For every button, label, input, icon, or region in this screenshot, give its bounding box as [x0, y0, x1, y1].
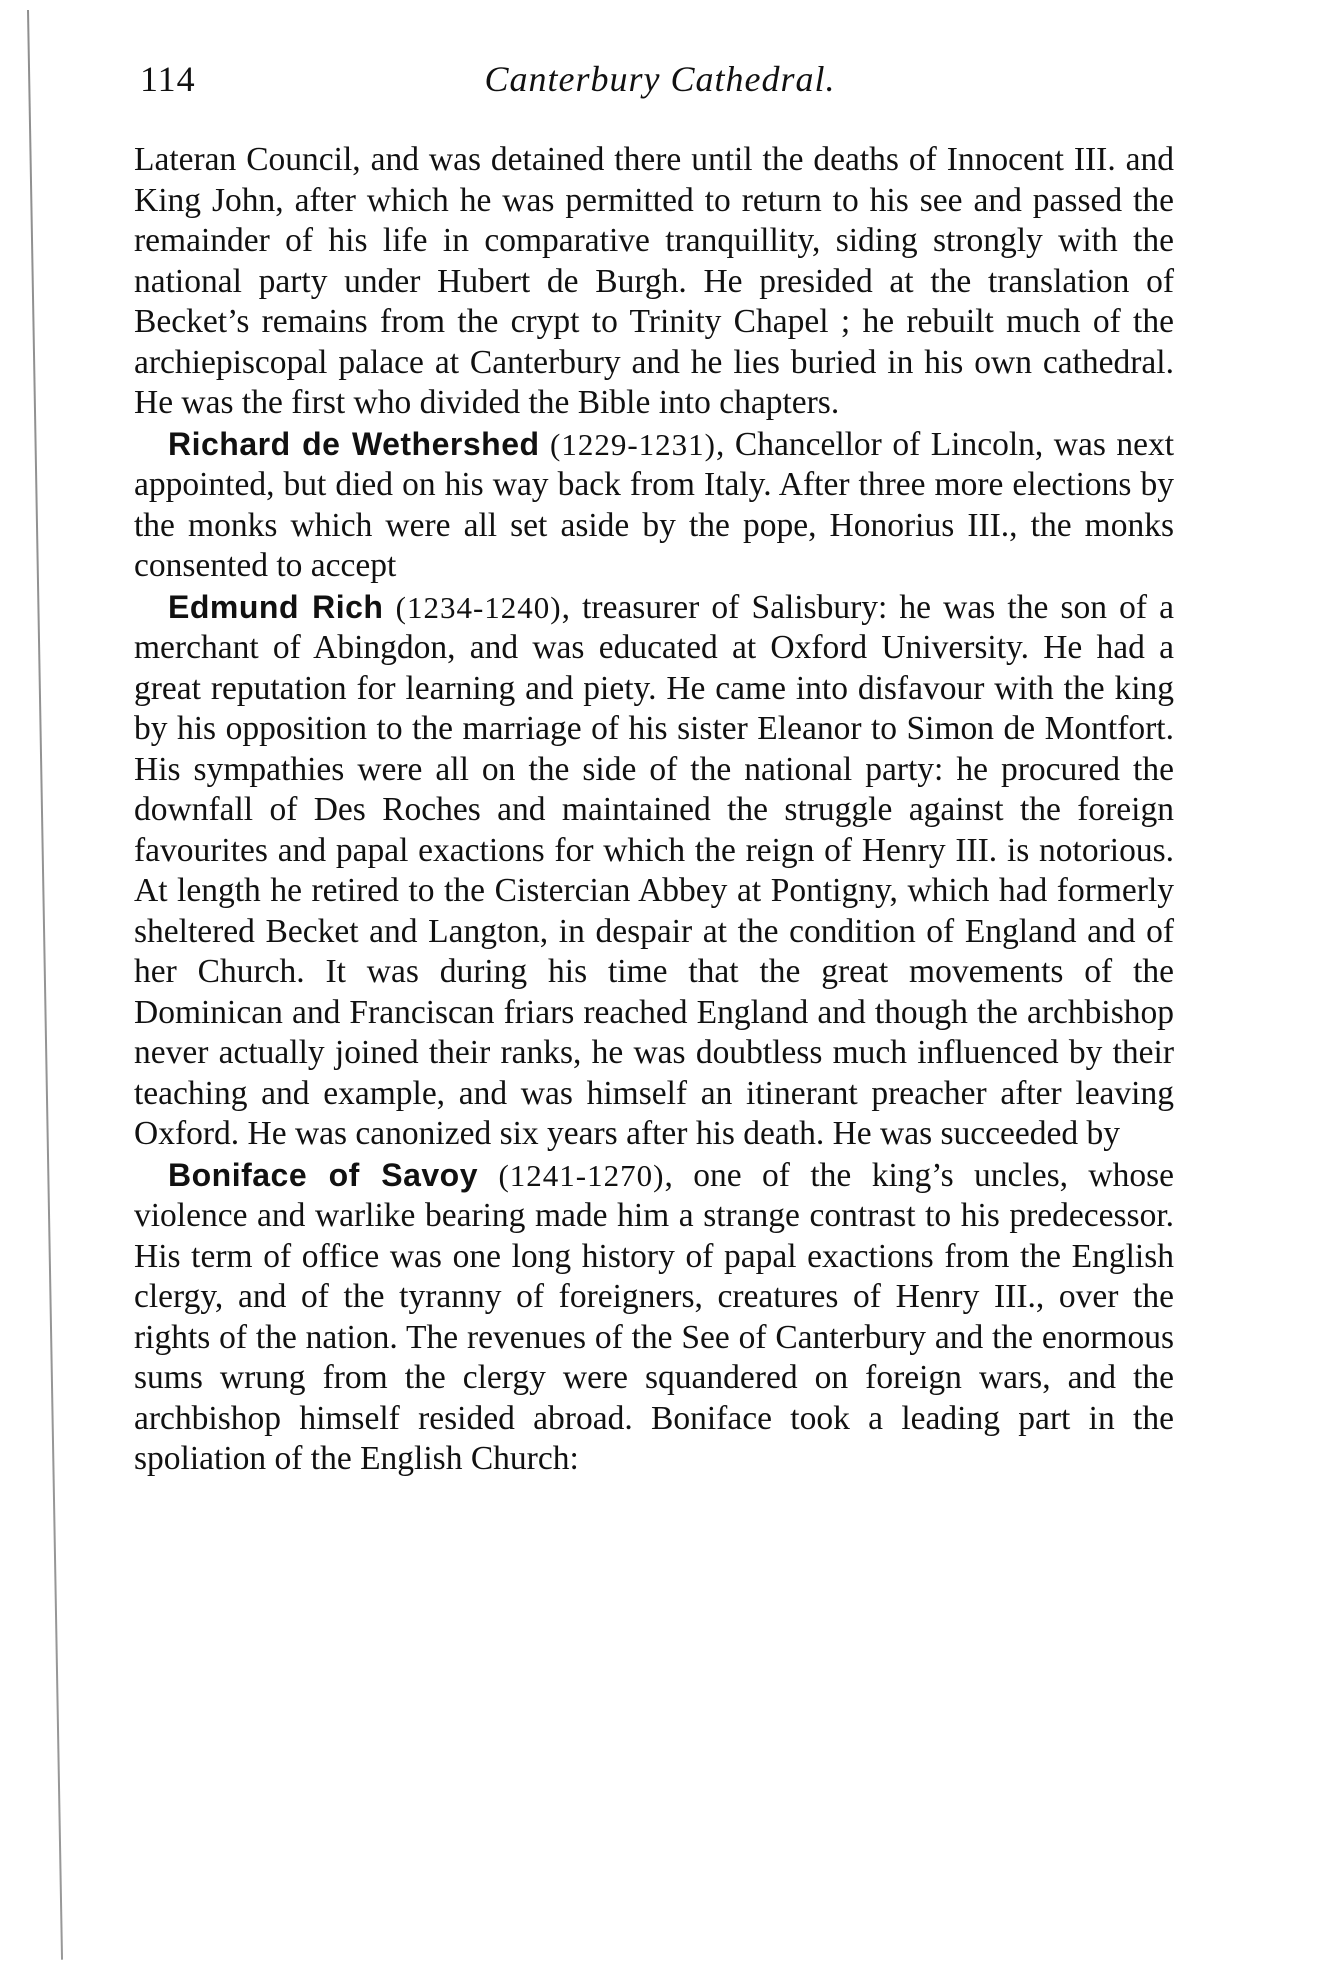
entry-dates: (1241-1270) [498, 1157, 665, 1193]
scan-margin-line [27, 10, 63, 1960]
entry-name: Edmund Rich [168, 588, 384, 625]
page-header [140, 58, 1180, 108]
entry-richard-de-wethershed [134, 424, 1174, 587]
entry-dates: (1229-1231) [550, 426, 717, 462]
paragraph-continuation [134, 140, 1174, 424]
paragraph-text: Lateran Council, and was detained there until the deaths of Innocent III. and King John, after which he was permitted to return to his see and passed the remainder of his life in comparative tranquillity, siding strongly with the national party under Hubert de Burgh. He presided at the translation of Becket’s remains from the crypt to Trinity Chapel ; he rebuilt much of the archiepiscopal palace at Canterbury and he lies buried in his own cathedral. He was the first who divided the Bible into chapters. [134, 141, 1174, 421]
entry-name: Richard de Wethershed [168, 425, 540, 462]
entry-name: Boniface of Savoy [168, 1156, 479, 1193]
entry-edmund-rich [134, 587, 1174, 1155]
page-number: 114 [140, 59, 196, 99]
paragraph-text: , one of the king’s uncles, whose violence and warlike bearing made him a strange contrast to his predecessor. His term of office was one long history of papal exactions from the English clergy, and of the tyranny of foreigners, creatures of Henry III., over the rights of the nation. The revenues of the See of Canterbury and the enormous sums wrung from the clergy were squandered on foreign wars, and the archbishop himself resided abroad. Boniface took a leading part in the spoliation of the English Church: [134, 1156, 1175, 1477]
entry-boniface-of-savoy [134, 1155, 1174, 1480]
paragraph-text: , Chancellor of Lincoln, was next appointed, but died on his way back from Italy. After three more elections by the monks which were all set aside by the pope, Honorius III., the monks consented to accept [134, 425, 1175, 584]
running-title: Canterbury Cathedral. [484, 59, 836, 99]
paragraph-text: , treasurer of Salisbury: he was the son of a merchant of Abingdon, and was educated at Oxford University. He had a great reputation for learning and piety. He came into disfavour with the king by his opposition to the marriage of his sister Eleanor to Simon de Montfort. His sympathies were all on the side of the national party: he procured the downfall of Des Roches and maintained the struggle against the foreign favourites and papal exactions for which the reign of Henry III. is notorious. At length he retired to the Cistercian Abbey at Pontigny, which had formerly sheltered Becket and Langton, in despair at the condition of England and of her Church. It was during his time that the great movements of the Dominican and Franciscan friars reached England and though the archbishop never actually joined their ranks, he was doubtless much influenced by their teaching and example, and was himself an itinerant preacher after leaving Oxford. He was canonized six years after his death. He was succeeded by [134, 588, 1175, 1152]
entry-dates: (1234-1240) [395, 589, 562, 625]
page-body [134, 140, 1174, 1480]
